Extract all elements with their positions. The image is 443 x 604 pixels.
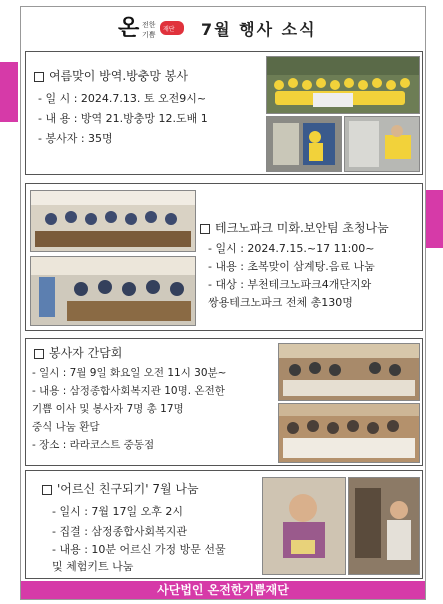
detail-line: - 일 시 : 2024.7.13. 토 오전9시~ [38,92,207,105]
photo-dining-guests [30,256,196,326]
detail-line: 중식 나눔 환담 [32,421,100,433]
photo-lunch-hall [30,190,196,252]
detail-line: - 일시 : 7월 9일 화요일 오전 11시 30분~ [32,367,227,379]
page-title: 7월 행사 소식 [201,20,317,39]
right-accent-band [425,190,443,248]
detail-line: - 일시 : 7월 17일 오후 2시 [52,505,184,518]
heading-text: '어르신 친구되기' 7월 나눔 [57,482,199,496]
detail-line: - 봉사자 : 35명 [38,132,113,145]
section-heading [34,68,188,85]
checkbox-icon [42,485,52,495]
checkbox-icon [200,224,210,234]
detail-line: - 내용 : 초복맞이 삼계탕.음료 나눔 [208,260,375,273]
photo-senior-visit [262,477,346,575]
photo-meeting-table-2 [278,403,420,463]
right-margin [423,0,443,604]
detail-line: 기쁨 이사 및 봉사자 7명 총 17명 [32,403,184,415]
svg-text:재단: 재단 [163,26,175,33]
event-section-volunteer-meeting [25,338,423,466]
detail-line: - 내용 : 삼정종합사회복지관 10명. 온전한 [32,385,225,397]
detail-line: - 장소 : 라라코스트 중동점 [32,439,155,451]
detail-line: 및 체험키트 나눔 [52,560,134,573]
detail-line: - 일시 : 2024.7.15.~17 11:00~ [208,242,375,255]
section-heading [34,345,122,362]
group-photo-volunteers [266,56,420,114]
detail-line: - 내 용 : 방역 21.방충망 12.도배 1 [38,112,208,125]
left-margin [0,0,20,604]
heading-text: 테크노파크 미화.보안팀 초청나눔 [215,221,389,235]
svg-text:기쁨: 기쁨 [142,31,156,39]
heading-text: 여름맞이 방역.방충망 봉사 [49,69,188,83]
photo-window-repair [266,116,342,172]
detail-line: - 대상 : 부천테크노파크4개단지와 [208,278,372,291]
event-section-disinfection [25,51,423,175]
svg-text:온: 온 [118,15,140,41]
newsletter-page [20,6,426,600]
photo-home-visit [348,477,420,575]
foundation-footer: 사단법인 온전한기쁨재단 [21,581,425,599]
detail-line: - 내용 : 10분 어르신 가정 방문 선물 [52,543,226,556]
section-heading [42,481,199,498]
checkbox-icon [34,349,44,359]
checkbox-icon [34,72,44,82]
page-header [21,7,425,47]
photo-meeting-table-1 [278,343,420,401]
event-section-senior-friends [25,470,423,579]
foundation-logo [116,13,186,43]
svg-text:전한: 전한 [142,21,156,29]
section-heading [200,220,389,237]
heading-text: 봉사자 간담회 [49,346,123,360]
left-accent-band [0,62,18,122]
event-section-technopark [25,183,423,331]
detail-line: 쌍용테크노파크 전체 총130명 [208,296,353,309]
detail-line: - 집결 : 삼정종합사회복지관 [52,525,188,538]
photo-screen-install [344,116,420,172]
